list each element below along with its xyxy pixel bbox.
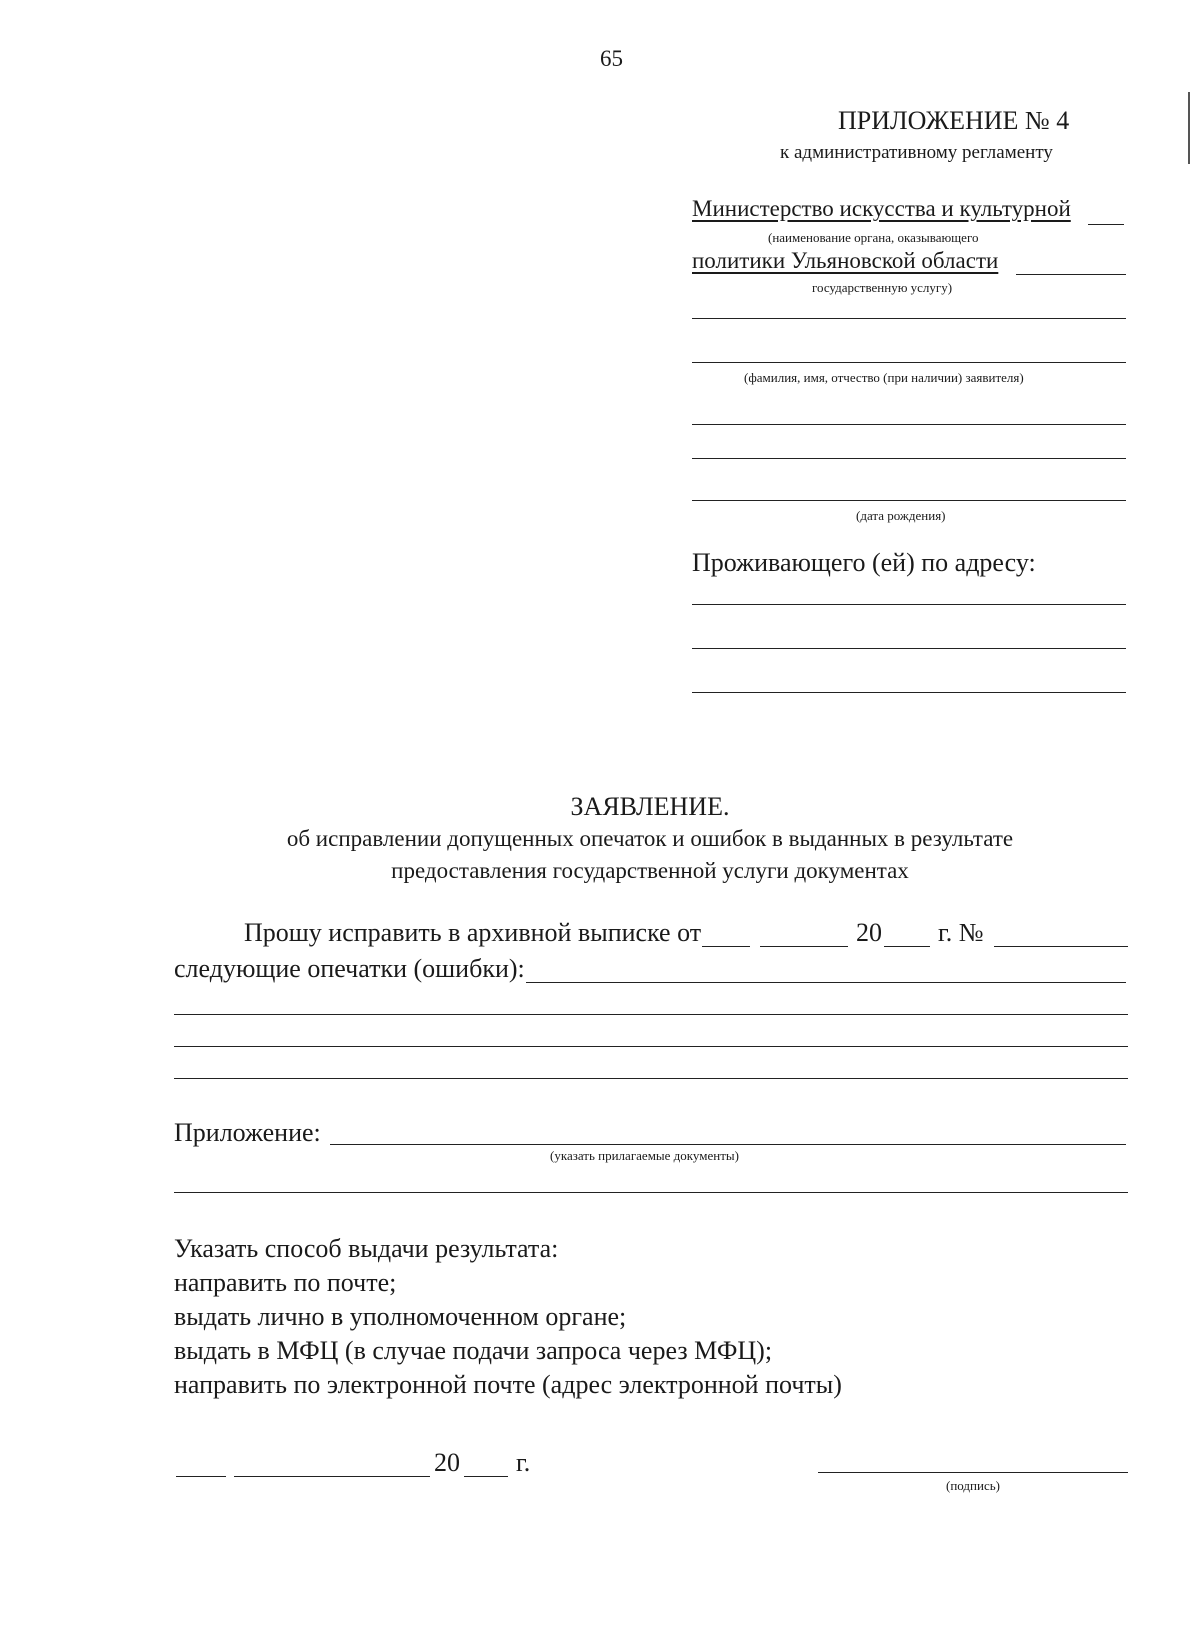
errors-label: следующие опечатки (ошибки): xyxy=(174,954,525,983)
applicant-fio-caption: (фамилия, имя, отчество (при наличии) заявителя) xyxy=(744,370,1024,385)
delivery-option-email: направить по электронной почте (адрес электронной почты) xyxy=(174,1370,842,1399)
footer-year-suffix: г. xyxy=(516,1448,531,1477)
authority-caption-line1: (наименование органа, оказывающего xyxy=(768,230,979,245)
request-month-line xyxy=(760,946,848,947)
errors-line3 xyxy=(174,1046,1128,1047)
attachment-label: Приложение: xyxy=(174,1118,321,1147)
applicant-name-line2 xyxy=(692,362,1126,363)
request-number-line xyxy=(994,946,1128,947)
request-year-line xyxy=(884,946,930,947)
delivery-option-in-person: выдать лично в уполномоченном органе; xyxy=(174,1302,627,1331)
authority-caption-line2: государственную услугу) xyxy=(812,280,953,295)
errors-line4 xyxy=(174,1078,1128,1079)
address-line3 xyxy=(692,692,1126,693)
request-prefix: Прошу исправить в архивной выписке от xyxy=(244,918,702,947)
request-year-prefix: 20 xyxy=(856,918,882,947)
attachment-line1 xyxy=(330,1144,1126,1145)
delivery-option-mfc: выдать в МФЦ (в случае подачи запроса через МФЦ); xyxy=(174,1336,773,1365)
appendix-title: ПРИЛОЖЕНИЕ № 4 xyxy=(838,106,1070,135)
signature-line xyxy=(818,1472,1128,1473)
address-label: Проживающего (ей) по адресу: xyxy=(692,548,1036,577)
authority-line2-tail xyxy=(1016,274,1126,275)
appendix-subtitle: к административному регламенту xyxy=(780,142,1053,163)
page-number: 65 xyxy=(600,46,623,71)
applicant-name-line1 xyxy=(692,318,1126,319)
request-day-line xyxy=(702,946,750,947)
signature-caption: (подпись) xyxy=(946,1478,1000,1493)
attachment-caption: (указать прилагаемые документы) xyxy=(550,1148,739,1163)
delivery-option-mail: направить по почте; xyxy=(174,1268,397,1297)
authority-name-line1: Министерство искусства и культурной xyxy=(692,196,1071,221)
request-year-suffix: г. № xyxy=(938,918,984,947)
footer-year-prefix: 20 xyxy=(434,1448,460,1477)
footer-month-line xyxy=(234,1476,430,1477)
attachment-line2 xyxy=(174,1192,1128,1193)
footer-year-line xyxy=(464,1476,508,1477)
applicant-birth-caption: (дата рождения) xyxy=(856,508,946,523)
errors-line2 xyxy=(174,1014,1128,1015)
statement-title: ЗАЯВЛЕНИЕ. xyxy=(570,792,730,821)
delivery-heading: Указать способ выдачи результата: xyxy=(174,1234,559,1263)
applicant-extra-line2 xyxy=(692,458,1126,459)
page-edge-mark xyxy=(1188,92,1190,164)
errors-line1 xyxy=(526,982,1126,983)
statement-subtitle-line2: предоставления государственной услуги документах xyxy=(391,858,909,883)
applicant-extra-line1 xyxy=(692,424,1126,425)
authority-line1-tail xyxy=(1088,224,1124,225)
address-line2 xyxy=(692,648,1126,649)
address-line1 xyxy=(692,604,1126,605)
authority-name-line2: политики Ульяновской области xyxy=(692,248,999,273)
footer-day-line xyxy=(176,1476,226,1477)
applicant-birth-line xyxy=(692,500,1126,501)
statement-subtitle-line1: об исправлении допущенных опечаток и ошибок в выданных в результате xyxy=(286,826,1014,851)
